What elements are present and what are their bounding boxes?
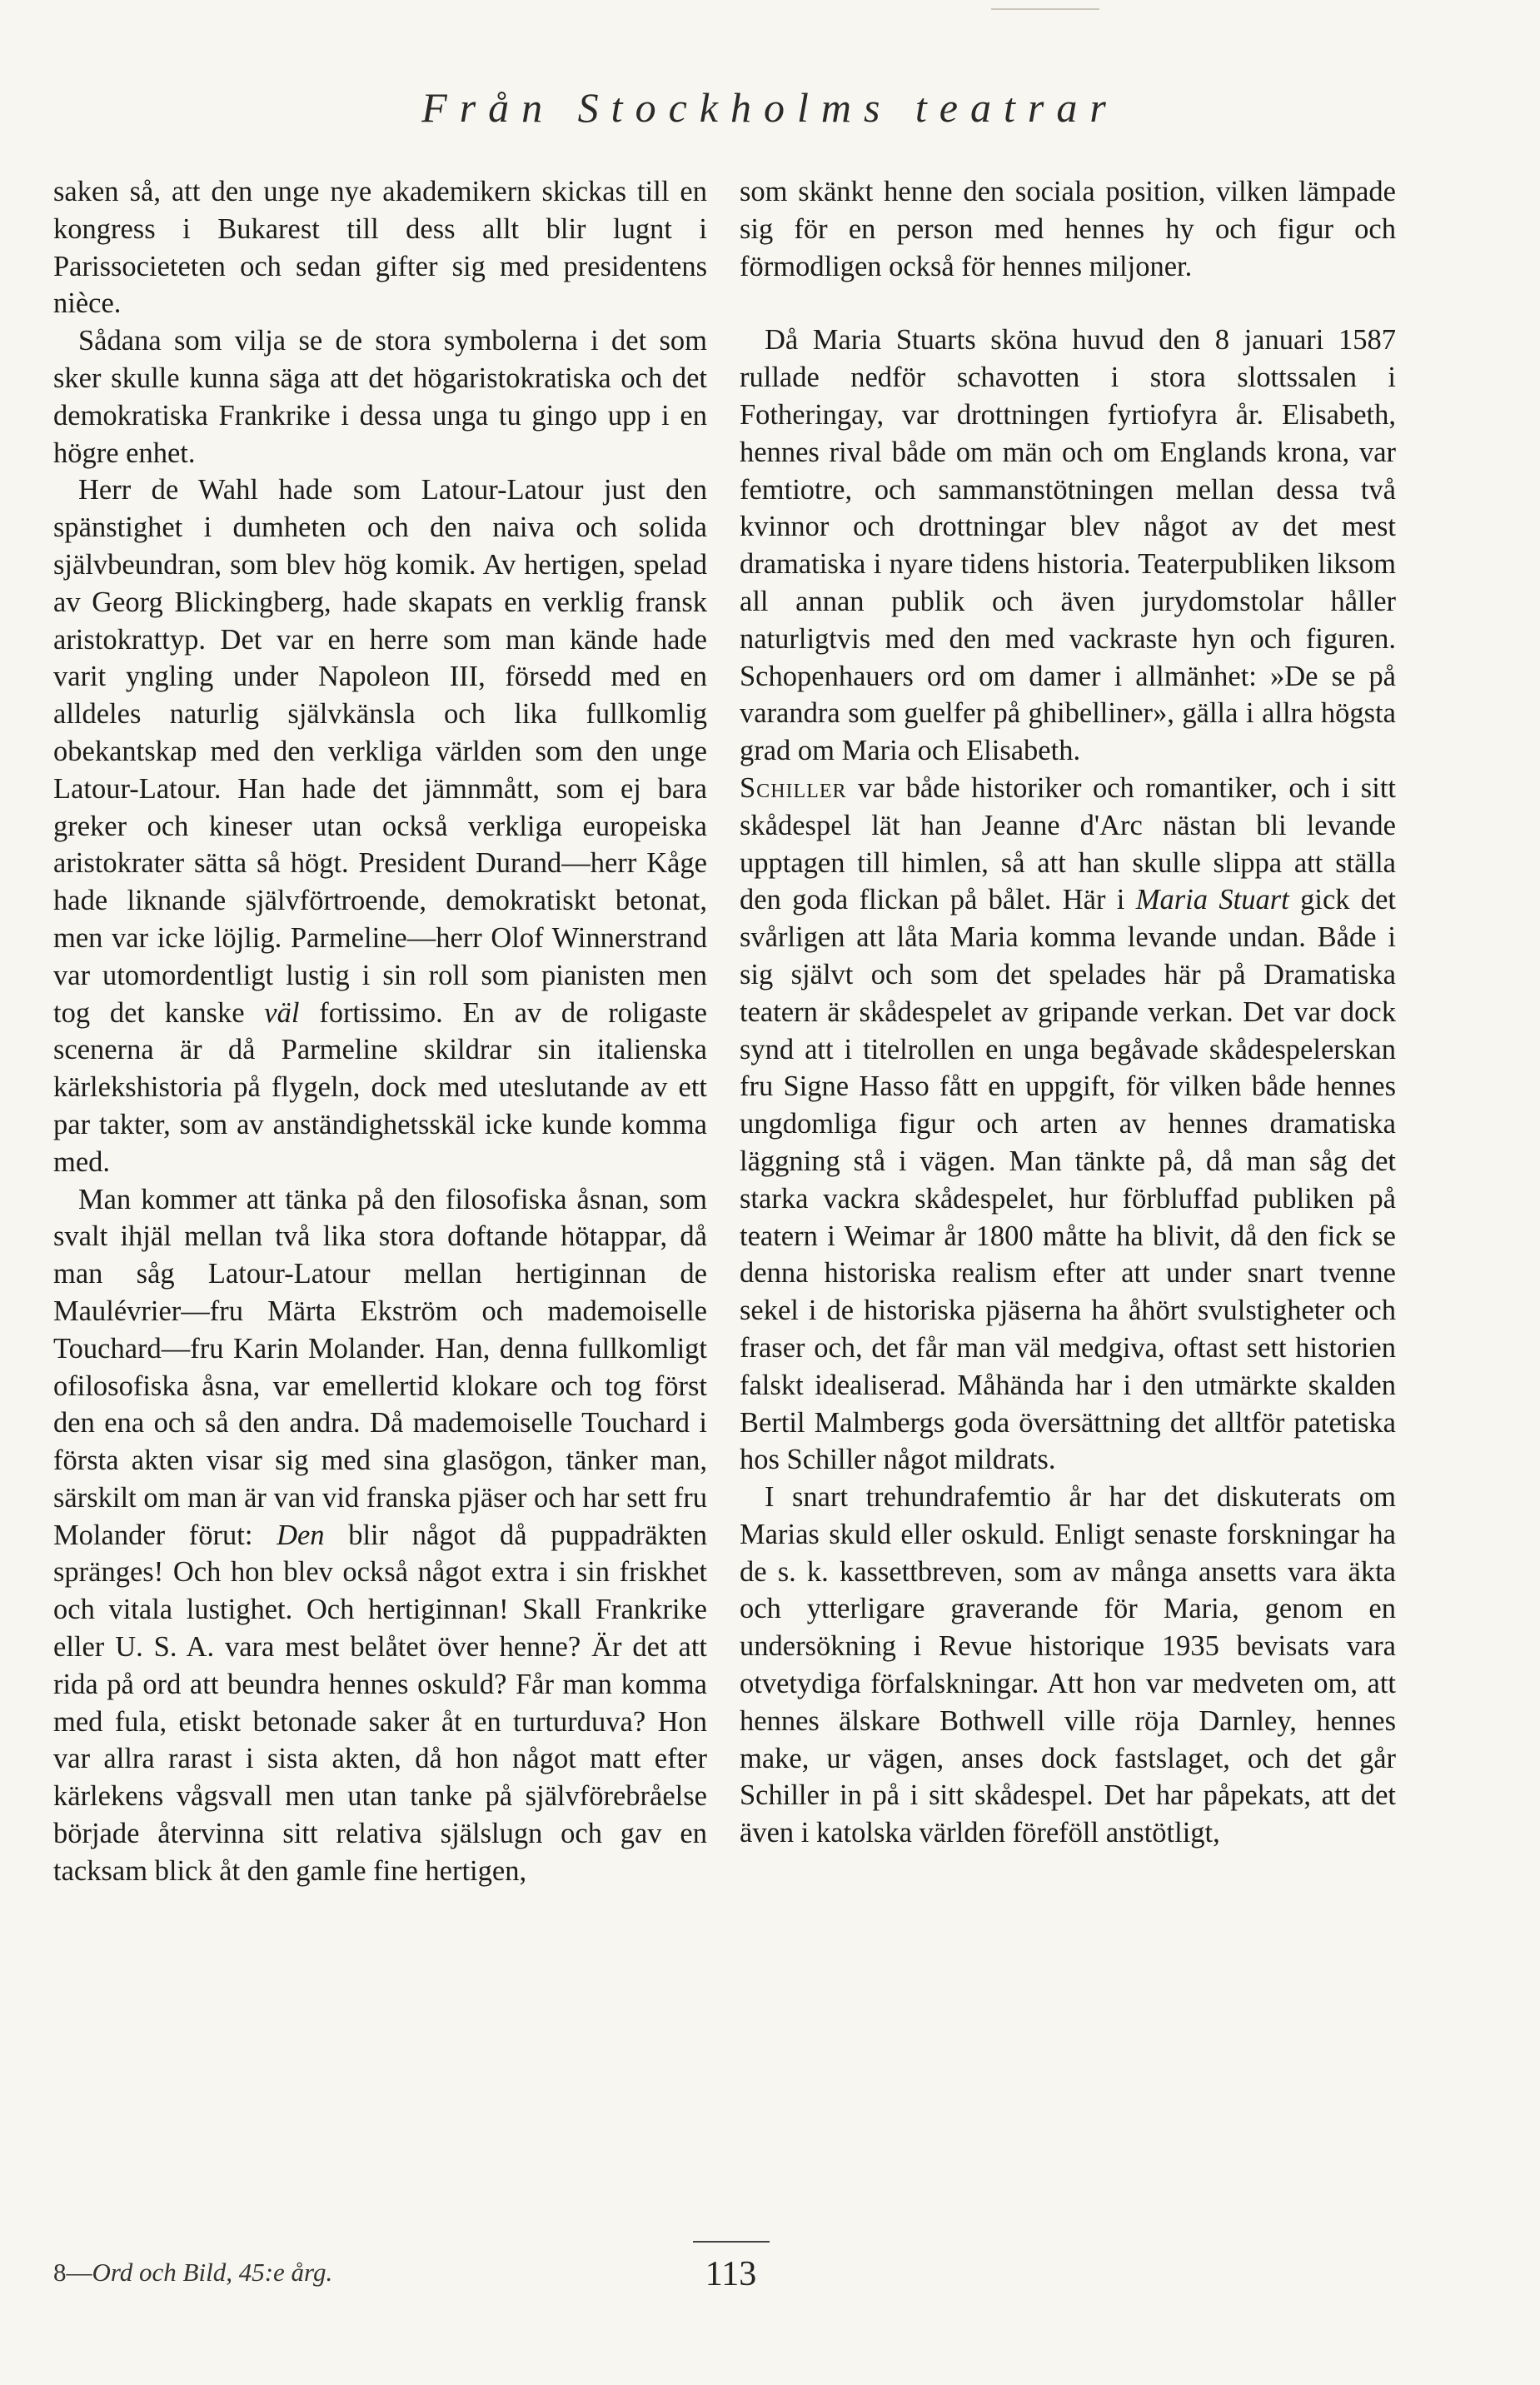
text: blir något då puppadräkten spränges! Och hon blev också något extra i sin friskhet och vitala lustighet. Och hertiginnan! Skall Frankrike eller U. S. A. vara mest belåtet över henne? Är det att rida på ord att beundra hennes oskuld? Får man komma med fula, etiskt betonade saker åt en turturduva? Hon var allra rarast i sista akten, då hon något matt efter kärlekens vågsvall men utan tanke på självförebråelse började återvinna sitt relativa själslugn och gav en tacksam blick åt den gamle fine hertigen, [53, 1519, 707, 1887]
author-name: Schiller [740, 771, 847, 804]
paragraph: som skänkt henne den sociala position, vilken lämpade sig för en person med hennes hy och figur och förmodligen också för hennes miljoner. [740, 176, 1396, 282]
text: Herr de Wahl hade som Latour-Latour just den spänstighet i dumheten och den naiva och solida självbeundran, som blev hög komik. Av hertigen, spelad av Georg Blickingberg, hade skapats en verklig fransk aristokrattyp. Det var en herre som man kände hade varit yngling under Napoleon III, försedd med en alldeles naturlig självkänsla och lika fullkomlig obekantskap med den verkliga världen som den unge Latour-Latour. Han hade det jämnmått, som ej bara greker och kineser utan också verkliga europeiska aristokrater sätta så högt. President Durand—herr Kåge hade liknande självförtroende, demokratiskt betonat, men var icke löjlig. Parmeline—herr Olof Winnerstrand var utomordentligt lustig i sin roll som pianisten men tog det kanske [53, 474, 707, 1029]
page-number-rule [693, 2241, 770, 2243]
text: fortissimo. En av de roligaste scenerna är då Parmeline skildrar sin italienska kärlekshistoria på flygeln, dock med uteslutande av ett par takter, som av anständighetsskäl icke kunde komma med. [53, 996, 707, 1178]
right-column [740, 173, 1396, 1852]
paragraph: Då Maria Stuarts sköna huvud den 8 januari 1587 rullade nedför schavotten i stora slottssalen i Fotheringay, var drottningen fyrtiofyra år. Elisabeth, hennes rival både om män och om Englands krona, var femtiotre, och sammanstötningen mellan dessa två kvinnor och drottningar blev något av det mest dramatiska i nyare tidens historia. Teaterpubliken liksom all annan publik och även jurydomstolar håller naturligtvis med den med vackraste hyn och figuren. Schopenhauers ord om damer i allmänhet: »De se på varandra som guelfer på ghibelliner», gälla i allra högsta grad om Maria och Elisabeth. [740, 324, 1396, 767]
paragraph: Sådana som vilja se de stora symbolerna i det som sker skulle kunna säga att det högaristokratiska och det demokratiska Frankrike i dessa unga tu gingo upp i en högre enhet. [53, 325, 707, 469]
paragraph [53, 1181, 707, 1890]
emphasis: Den [277, 1519, 325, 1551]
left-column [53, 173, 707, 1890]
paragraph [53, 472, 707, 1180]
signature-number: 8— [53, 2258, 92, 2287]
paragraph: I snart trehundrafemtio år har det diskuterats om Marias skuld eller oskuld. Enligt senaste forskningar ha de s. k. kassettbreven, som av många ansetts vara äkta och ytterligare graverande för Maria, genom en undersökning i Revue historique 1935 bevisats vara otvetydiga förfalskningar. Att hon var medveten om, att hennes älskare Bothwell ville röja Darnley, hennes make, ur vägen, anses dock fastslaget, och det går Schiller in på i sitt skådespel. Det har påpekats, att det även i katolska världen föreföll anstötligt, [740, 1481, 1396, 1849]
paragraph: saken så, att den unge nye akademikern skickas till en kongress i Bukarest till dess allt blir lugnt i Parissocieteten och sedan gifter sig med presidentens nièce. [53, 176, 707, 320]
signature-text: Ord och Bild, 45:e årg. [92, 2258, 333, 2287]
paragraph [740, 770, 1396, 1479]
footer-signature [53, 2258, 332, 2288]
page-number: 113 [705, 2255, 757, 2293]
emphasis: väl [264, 996, 300, 1029]
text: Man kommer att tänka på den filosofiska åsnan, som svalt ihjäl mellan två lika stora doftande hötappar, då man såg Latour-Latour mellan hertiginnan de Maulévrier—fru Märta Ekström och mademoiselle Touchard—fru Karin Molander. Han, denna fullkomligt ofilosofiska åsna, var emellertid klokare och tog först den ena och så den andra. Då mademoiselle Touchard i första akten visar sig med sina glasögon, tänker man, särskilt om man är van vid franska pjäser och har sett fru Molander förut: [53, 1183, 707, 1551]
text: var både historiker och romantiker, och i sitt skådespel lät han Jeanne d'Arc nästan bli levande upptagen till himlen, så att han skulle slippa att ställa den goda flickan på bålet. Här i [740, 771, 1396, 916]
play-title: Maria Stuart [1135, 884, 1289, 916]
text: gick det svårligen att låta Maria komma levande undan. Både i sig självt och som det spelades här på Dramatiska teatern är skådespelet av gripande verkan. Det var dock synd att i titelrollen en unga begåvade skådespelerskan fru Signe Hasso fått en uppgift, för vilken både hennes ungdomliga figur och arten av hennes dramatiska läggning stå i vägen. Man tänkte på, då man såg det starka vackra skådespelet, hur förbluffad publiken på teatern i Weimar år 1800 måtte ha blivit, då den fick se denna historiska realism efter att under snart tvenne sekel i de historiska pjäserna ha åhört svulstigheter och fraser och, det får man väl medgiva, oftast sett historien falskt idealiserad. Måhända har i den utmärkte skalden Bertil Malmbergs goda översättning det alltför patetiska hos Schiller något mildrats. [740, 884, 1397, 1476]
running-title: Från Stockholms teatrar [421, 84, 1119, 131]
top-rule [991, 8, 1099, 10]
